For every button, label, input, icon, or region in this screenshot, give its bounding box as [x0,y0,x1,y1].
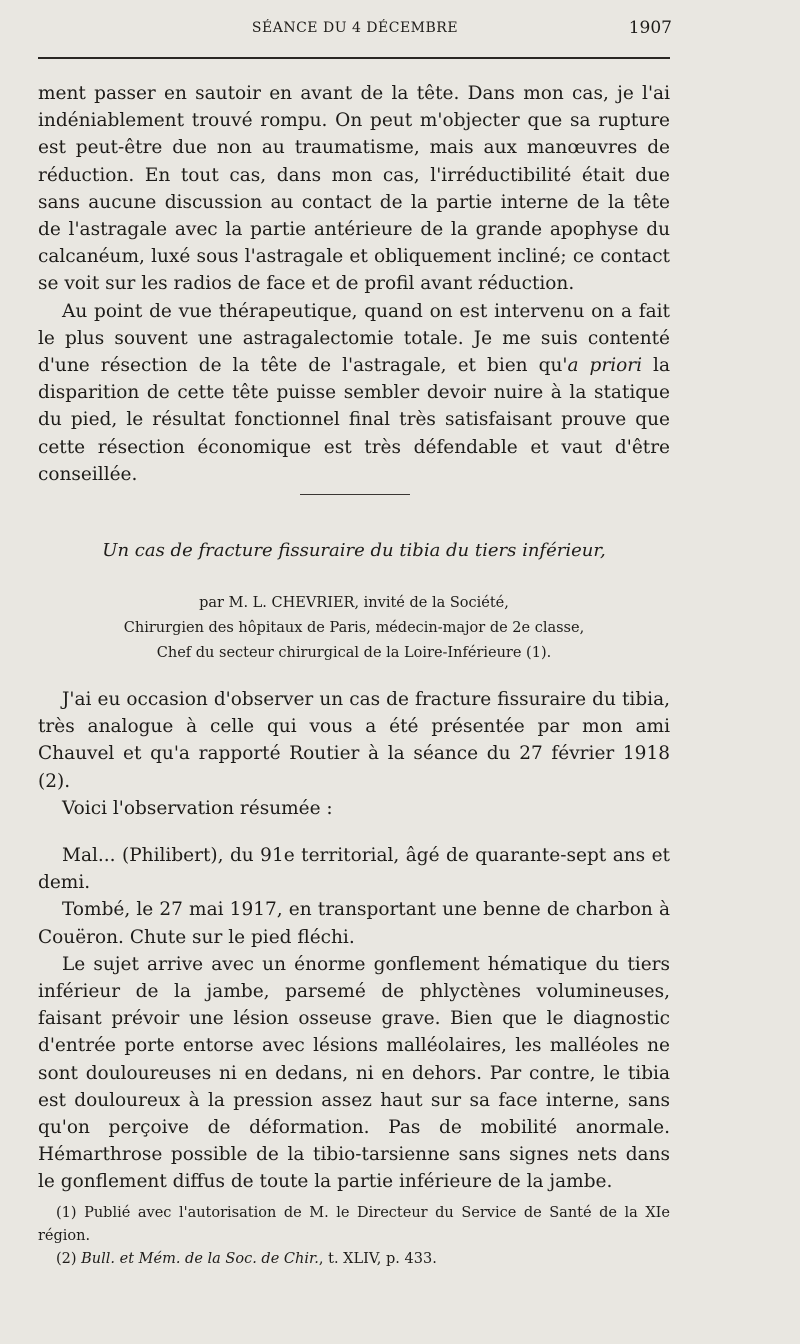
footnote-2-italic: Bull. et Mém. de la Soc. de Chir. [81,1251,319,1267]
footnotes [38,1202,670,1271]
article-body [38,686,670,1196]
footnote-2-start: (2) [56,1251,82,1267]
body-paragraph-2-italic: a priori [567,355,643,377]
header-rule [38,57,670,59]
article-paragraph-4: Tombé, le 27 mai 1917, en transportant une benne de charbon à Couëron. Chute sur le pied fléchi. [38,899,670,948]
continued-text [38,80,670,488]
header-title: SÉANCE DU 4 DÉCEMBRE [251,20,459,36]
page-number: 1907 [628,18,672,38]
running-header [38,14,672,48]
body-paragraph-2 [38,298,670,488]
paragraph-gap [38,822,670,842]
body-paragraph-2-end: la disparition de cette tête puisse sembler devoir nuire à la statique du pied, le résultat fonctionnel final très satisfaisant prouve que cette résection économique est très défendable et vaut d'être conseillée. [38,355,670,485]
article-paragraph-2: Voici l'observation résumée : [62,797,333,819]
article-paragraph-3: Mal... (Philibert), du 91e territorial, âgé de quarante-sept ans et demi. [38,845,670,894]
byline-position: Chef du secteur chirurgical de la Loire-Inférieure (1). [156,645,552,661]
article-byline [38,591,670,666]
byline-author: par M. L. CHEVRIER, invité de la Société, [199,595,509,611]
footnote-2 [38,1248,670,1271]
article-paragraph-1: J'ai eu occasion d'observer un cas de fracture fissuraire du tibia, très analogue à celle qui vous a été présentée par mon ami Chauvel et qu'a rapporté Routier à la séance du 27 février 1918 (2). [38,689,670,792]
article-title: Un cas de fracture fissuraire du tibia du tiers inférieur, [102,540,606,561]
body-paragraph-1: ment passer en sautoir en avant de la tête. Dans mon cas, je l'ai indéniablement trouvé rompu. On peut m'objecter que sa rupture est peut-être due non au traumatisme, mais aux manœuvres de réduction. En tout cas, dans mon cas, l'irréductibilité était due sans aucune discussion au contact de la partie interne de la tête de l'astragale avec la partie antérieure de la grande apophyse du calcanéum, luxé sous l'astragale et obliquement incliné; ce contact se voit sur les radios de face et de profil avant réduction. [38,83,670,295]
article-paragraph-5: Le sujet arrive avec un énorme gonflement hématique du tiers inférieur de la jambe, parsemé de phlyctènes volumineuses, faisant prévoir une lésion osseuse grave. Bien que le diagnostic d'entrée porte entorse avec lésions malléolaires, les malléoles ne sont douloureuses ni en dedans, ni en dehors. Par contre, le tibia est douloureux à la pression assez haut sur sa face interne, sans qu'on perçoive de déformation. Pas de mobilité anormale. Hémarthrose possible de la tibio-tarsienne sans signes nets dans le gonflement diffus de toute la partie inférieure de la jambe. [38,953,670,1193]
footnote-1: (1) Publié avec l'autorisation de M. le Directeur du Service de Santé de la XIe région. [38,1205,670,1244]
body-paragraph-2-start: Au point de vue thérapeutique, quand on est intervenu on a fait le plus souvent une astragalectomie totale. Je me suis contenté d'une résection de la tête de l'astragale, et bien qu' [38,300,670,377]
byline-role: Chirurgien des hôpitaux de Paris, médecin-major de 2e classe, [123,620,585,636]
footnote-2-end: , t. XLIV, p. 433. [318,1251,437,1267]
section-separator [300,494,410,495]
